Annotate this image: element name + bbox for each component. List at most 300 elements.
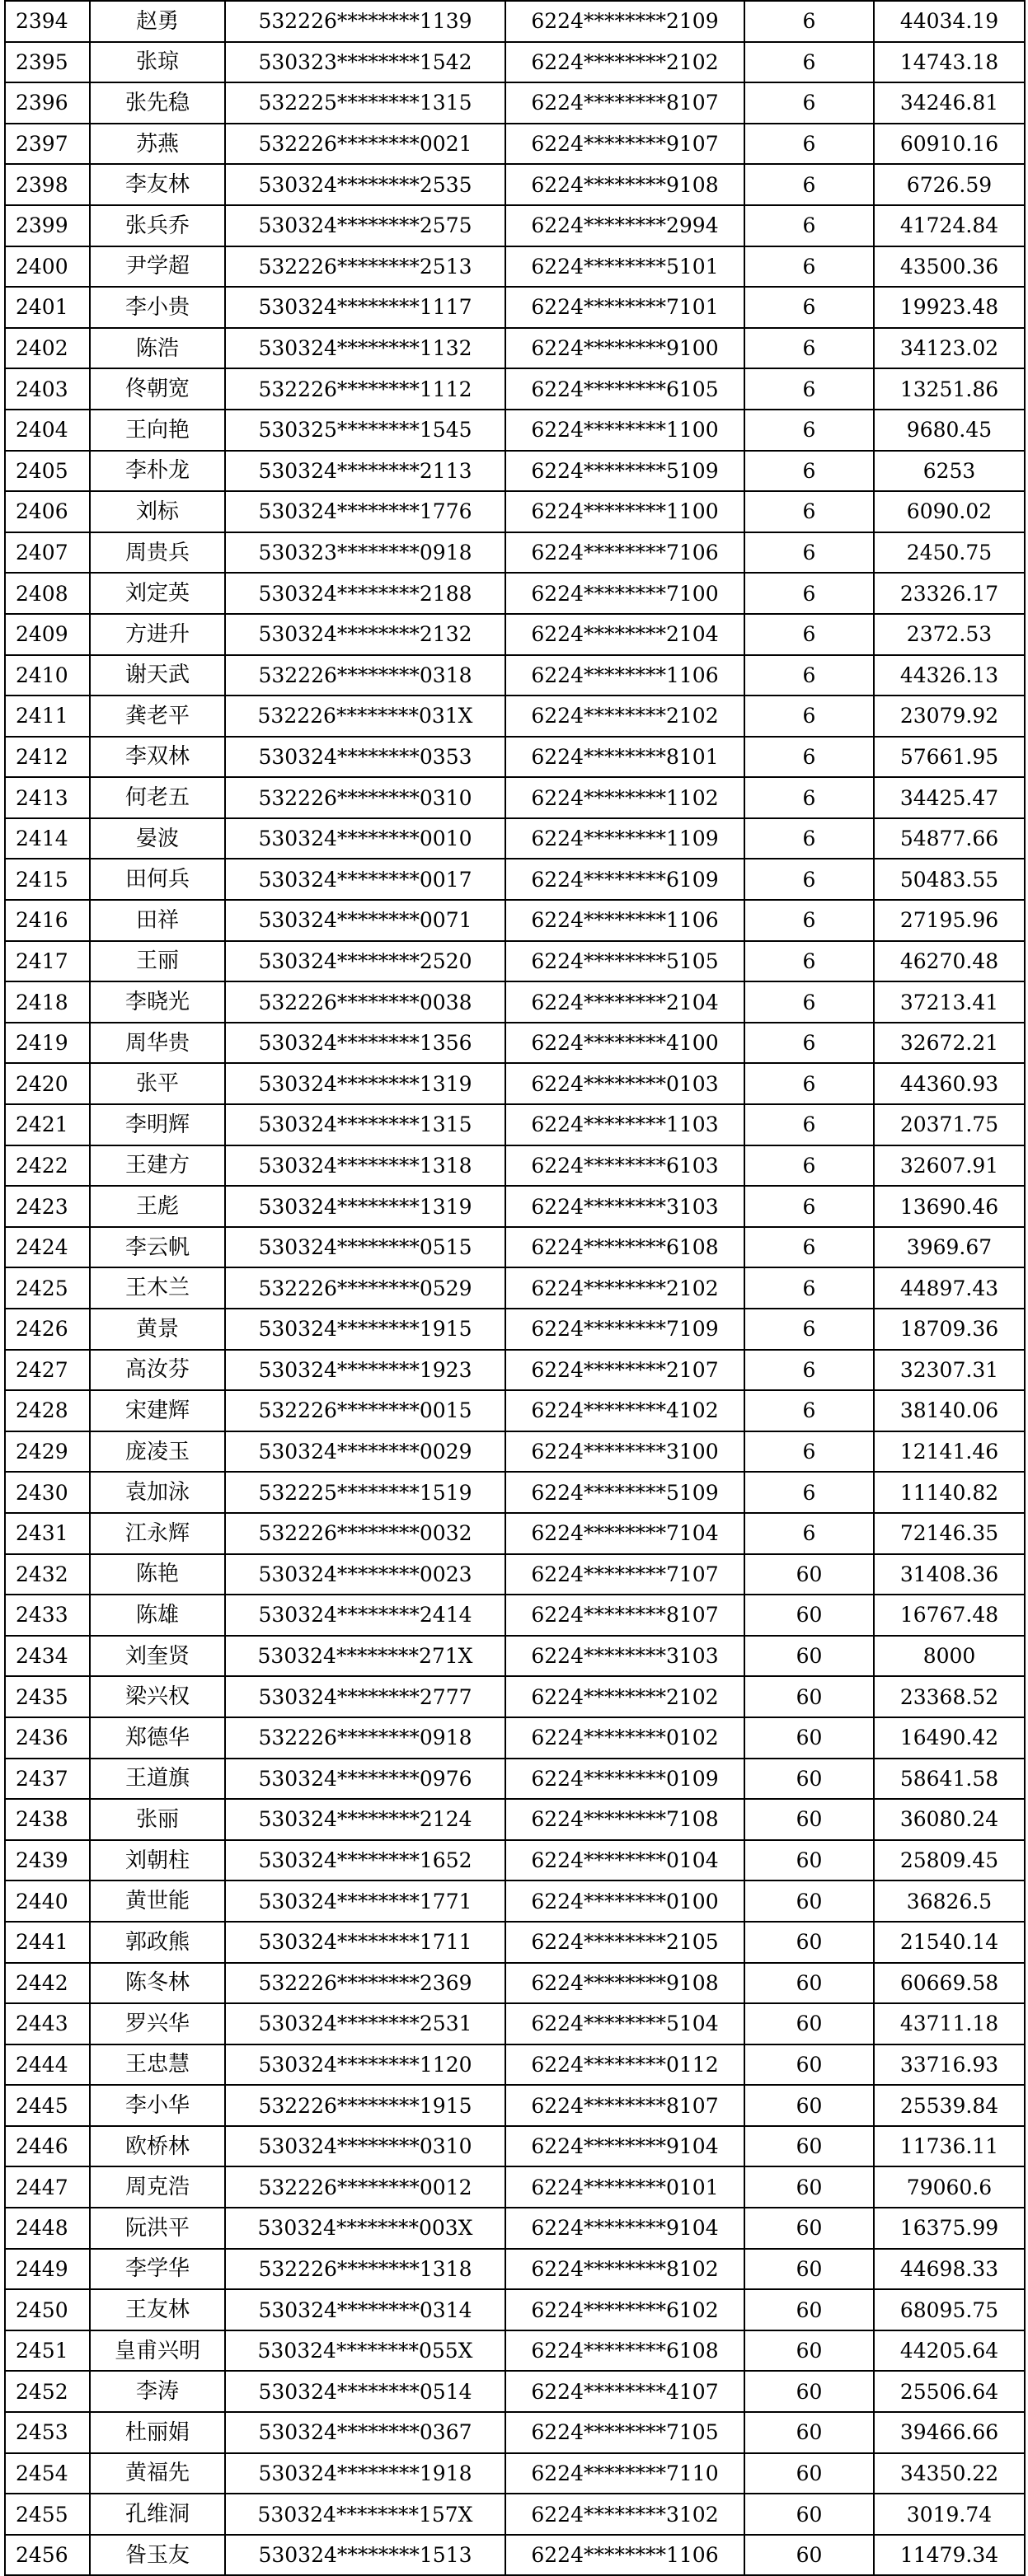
row-number-cell: 2396 <box>5 82 90 124</box>
count-cell: 60 <box>744 2126 874 2167</box>
amount-cell: 3969.67 <box>874 1227 1025 1268</box>
row-number-cell: 2429 <box>5 1431 90 1473</box>
count-cell: 6 <box>744 1104 874 1145</box>
row-number-cell: 2430 <box>5 1472 90 1513</box>
table-row <box>5 246 1025 288</box>
table-row <box>5 737 1025 778</box>
table-row <box>5 82 1025 124</box>
table-row <box>5 1023 1025 1064</box>
count-cell: 6 <box>744 410 874 451</box>
name-cell: 张平 <box>90 1063 225 1104</box>
row-number-cell: 2415 <box>5 859 90 900</box>
row-number-cell: 2454 <box>5 2453 90 2494</box>
amount-cell: 31408.36 <box>874 1554 1025 1595</box>
id-number-cell: 530324********0029 <box>225 1431 505 1473</box>
row-number-cell: 2452 <box>5 2371 90 2412</box>
amount-cell: 44897.43 <box>874 1267 1025 1309</box>
amount-cell: 33716.93 <box>874 2044 1025 2086</box>
name-cell: 昝玉友 <box>90 2535 225 2576</box>
id-number-cell: 530324********0071 <box>225 900 505 941</box>
card-number-cell: 6224********8107 <box>505 1595 744 1636</box>
row-number-cell: 2427 <box>5 1350 90 1391</box>
card-number-cell: 6224********1100 <box>505 491 744 532</box>
id-number-cell: 530324********0017 <box>225 859 505 900</box>
row-number-cell: 2410 <box>5 655 90 696</box>
row-number-cell: 2433 <box>5 1595 90 1636</box>
id-number-cell: 530324********003X <box>225 2208 505 2249</box>
name-cell: 张丽 <box>90 1799 225 1840</box>
count-cell: 60 <box>744 1759 874 1800</box>
amount-cell: 32672.21 <box>874 1023 1025 1064</box>
card-number-cell: 6224********2994 <box>505 205 744 246</box>
card-number-cell: 6224********2104 <box>505 981 744 1023</box>
card-number-cell: 6224********3100 <box>505 1431 744 1473</box>
row-number-cell: 2399 <box>5 205 90 246</box>
card-number-cell: 6224********8107 <box>505 82 744 124</box>
count-cell: 60 <box>744 1799 874 1840</box>
card-number-cell: 6224********1102 <box>505 777 744 818</box>
card-number-cell: 6224********5101 <box>505 246 744 288</box>
id-number-cell: 532226********1112 <box>225 368 505 410</box>
amount-cell: 19923.48 <box>874 287 1025 328</box>
row-number-cell: 2439 <box>5 1840 90 1881</box>
count-cell: 6 <box>744 164 874 205</box>
name-cell: 高汝芬 <box>90 1350 225 1391</box>
id-number-cell: 530324********1923 <box>225 1350 505 1391</box>
id-number-cell: 530324********1117 <box>225 287 505 328</box>
id-number-cell: 530324********2531 <box>225 2003 505 2044</box>
card-number-cell: 6224********8102 <box>505 2249 744 2290</box>
row-number-cell: 2409 <box>5 614 90 655</box>
card-number-cell: 6224********3103 <box>505 1636 744 1677</box>
card-number-cell: 6224********7105 <box>505 2412 744 2453</box>
id-number-cell: 530324********2520 <box>225 941 505 982</box>
table-row <box>5 451 1025 492</box>
name-cell: 王丽 <box>90 941 225 982</box>
count-cell: 60 <box>744 2535 874 2576</box>
id-number-cell: 532226********0032 <box>225 1513 505 1554</box>
card-number-cell: 6224********4102 <box>505 1390 744 1431</box>
card-number-cell: 6224********7107 <box>505 1554 744 1595</box>
count-cell: 60 <box>744 1963 874 2004</box>
id-number-cell: 530324********1132 <box>225 328 505 369</box>
row-number-cell: 2442 <box>5 1963 90 2004</box>
count-cell: 60 <box>744 1554 874 1595</box>
card-number-cell: 6224********5109 <box>505 1472 744 1513</box>
id-number-cell: 532226********2513 <box>225 246 505 288</box>
row-number-cell: 2419 <box>5 1023 90 1064</box>
count-cell: 60 <box>744 2371 874 2412</box>
amount-cell: 36826.5 <box>874 1880 1025 1922</box>
id-number-cell: 530324********0514 <box>225 2371 505 2412</box>
count-cell: 6 <box>744 1472 874 1513</box>
count-cell: 6 <box>744 1390 874 1431</box>
card-number-cell: 6224********1106 <box>505 2535 744 2576</box>
row-number-cell: 2437 <box>5 1759 90 1800</box>
table-row <box>5 859 1025 900</box>
id-number-cell: 530324********0023 <box>225 1554 505 1595</box>
count-cell: 6 <box>744 1350 874 1391</box>
amount-cell: 14743.18 <box>874 42 1025 83</box>
name-cell: 周华贵 <box>90 1023 225 1064</box>
id-number-cell: 530324********1356 <box>225 1023 505 1064</box>
row-number-cell: 2449 <box>5 2249 90 2290</box>
table-row <box>5 1472 1025 1513</box>
amount-cell: 3019.74 <box>874 2494 1025 2535</box>
table-row <box>5 573 1025 614</box>
card-number-cell: 6224********4107 <box>505 2371 744 2412</box>
id-number-cell: 530324********1513 <box>225 2535 505 2576</box>
id-number-cell: 530324********1319 <box>225 1186 505 1227</box>
count-cell: 6 <box>744 491 874 532</box>
table-row <box>5 777 1025 818</box>
table-row <box>5 164 1025 205</box>
card-number-cell: 6224********1106 <box>505 655 744 696</box>
id-number-cell: 530324********2414 <box>225 1595 505 1636</box>
amount-cell: 58641.58 <box>874 1759 1025 1800</box>
count-cell: 60 <box>744 2494 874 2535</box>
id-number-cell: 530324********1915 <box>225 1309 505 1350</box>
id-number-cell: 532225********1519 <box>225 1472 505 1513</box>
row-number-cell: 2446 <box>5 2126 90 2167</box>
name-cell: 陈冬林 <box>90 1963 225 2004</box>
name-cell: 郭政熊 <box>90 1922 225 1963</box>
table-row <box>5 1676 1025 1717</box>
count-cell: 6 <box>744 205 874 246</box>
table-row <box>5 1145 1025 1187</box>
count-cell: 6 <box>744 900 874 941</box>
row-number-cell: 2432 <box>5 1554 90 1595</box>
name-cell: 王忠慧 <box>90 2044 225 2086</box>
name-cell: 孔维洞 <box>90 2494 225 2535</box>
amount-cell: 21540.14 <box>874 1922 1025 1963</box>
count-cell: 6 <box>744 1186 874 1227</box>
amount-cell: 8000 <box>874 1636 1025 1677</box>
name-cell: 刘标 <box>90 491 225 532</box>
id-number-cell: 532226********1318 <box>225 2249 505 2290</box>
card-number-cell: 6224********7100 <box>505 573 744 614</box>
count-cell: 6 <box>744 1227 874 1268</box>
row-number-cell: 2453 <box>5 2412 90 2453</box>
table-row <box>5 941 1025 982</box>
id-number-cell: 532226********1139 <box>225 1 505 42</box>
card-number-cell: 6224********7106 <box>505 532 744 574</box>
table-row <box>5 1759 1025 1800</box>
id-number-cell: 530324********2535 <box>225 164 505 205</box>
amount-cell: 41724.84 <box>874 205 1025 246</box>
card-number-cell: 6224********7109 <box>505 1309 744 1350</box>
card-number-cell: 6224********9100 <box>505 328 744 369</box>
table-row <box>5 1350 1025 1391</box>
amount-cell: 43500.36 <box>874 246 1025 288</box>
count-cell: 6 <box>744 1267 874 1309</box>
id-number-cell: 530324********1776 <box>225 491 505 532</box>
amount-cell: 12141.46 <box>874 1431 1025 1473</box>
card-number-cell: 6224********5105 <box>505 941 744 982</box>
amount-cell: 16767.48 <box>874 1595 1025 1636</box>
row-number-cell: 2443 <box>5 2003 90 2044</box>
count-cell: 60 <box>744 2208 874 2249</box>
card-number-cell: 6224********8107 <box>505 2085 744 2126</box>
id-number-cell: 532226********0012 <box>225 2166 505 2208</box>
amount-cell: 2450.75 <box>874 532 1025 574</box>
id-number-cell: 532226********0918 <box>225 1717 505 1759</box>
card-number-cell: 6224********0101 <box>505 2166 744 2208</box>
card-number-cell: 6224********1100 <box>505 410 744 451</box>
table-row <box>5 2330 1025 2372</box>
table-row <box>5 2044 1025 2086</box>
amount-cell: 23368.52 <box>874 1676 1025 1717</box>
name-cell: 方进升 <box>90 614 225 655</box>
count-cell: 60 <box>744 2085 874 2126</box>
table-row <box>5 2208 1025 2249</box>
name-cell: 刘朝柱 <box>90 1840 225 1881</box>
amount-cell: 23326.17 <box>874 573 1025 614</box>
amount-cell: 44205.64 <box>874 2330 1025 2372</box>
table-row <box>5 2166 1025 2208</box>
table-row <box>5 2249 1025 2290</box>
id-number-cell: 530324********1918 <box>225 2453 505 2494</box>
name-cell: 刘奎贤 <box>90 1636 225 1677</box>
row-number-cell: 2451 <box>5 2330 90 2372</box>
row-number-cell: 2434 <box>5 1636 90 1677</box>
card-number-cell: 6224********6109 <box>505 859 744 900</box>
amount-cell: 2372.53 <box>874 614 1025 655</box>
row-number-cell: 2438 <box>5 1799 90 1840</box>
card-number-cell: 6224********3102 <box>505 2494 744 2535</box>
id-number-cell: 530324********0314 <box>225 2289 505 2330</box>
row-number-cell: 2436 <box>5 1717 90 1759</box>
count-cell: 60 <box>744 1595 874 1636</box>
count-cell: 60 <box>744 2166 874 2208</box>
card-number-cell: 6224********2102 <box>505 696 744 737</box>
id-number-cell: 530324********1711 <box>225 1922 505 1963</box>
count-cell: 6 <box>744 42 874 83</box>
card-number-cell: 6224********2102 <box>505 1676 744 1717</box>
count-cell: 6 <box>744 1063 874 1104</box>
amount-cell: 79060.6 <box>874 2166 1025 2208</box>
amount-cell: 34425.47 <box>874 777 1025 818</box>
amount-cell: 34350.22 <box>874 2453 1025 2494</box>
count-cell: 6 <box>744 941 874 982</box>
id-number-cell: 530324********1120 <box>225 2044 505 2086</box>
amount-cell: 11479.34 <box>874 2535 1025 2576</box>
name-cell: 尹学超 <box>90 246 225 288</box>
row-number-cell: 2422 <box>5 1145 90 1187</box>
table-row <box>5 532 1025 574</box>
table-row <box>5 2085 1025 2126</box>
amount-cell: 6253 <box>874 451 1025 492</box>
count-cell: 60 <box>744 1717 874 1759</box>
count-cell: 6 <box>744 737 874 778</box>
id-number-cell: 532226********0015 <box>225 1390 505 1431</box>
row-number-cell: 2428 <box>5 1390 90 1431</box>
row-number-cell: 2404 <box>5 410 90 451</box>
count-cell: 60 <box>744 1840 874 1881</box>
card-number-cell: 6224********0102 <box>505 1717 744 1759</box>
card-number-cell: 6224********1109 <box>505 818 744 859</box>
table-row <box>5 1880 1025 1922</box>
row-number-cell: 2441 <box>5 1922 90 1963</box>
id-number-cell: 530324********1319 <box>225 1063 505 1104</box>
name-cell: 李小贵 <box>90 287 225 328</box>
count-cell: 6 <box>744 1513 874 1554</box>
count-cell: 6 <box>744 818 874 859</box>
card-number-cell: 6224********6108 <box>505 2330 744 2372</box>
name-cell: 李学华 <box>90 2249 225 2290</box>
name-cell: 李双林 <box>90 737 225 778</box>
table-row <box>5 1063 1025 1104</box>
table-row <box>5 42 1025 83</box>
card-number-cell: 6224********7104 <box>505 1513 744 1554</box>
table-row <box>5 1963 1025 2004</box>
amount-cell: 57661.95 <box>874 737 1025 778</box>
table-row <box>5 981 1025 1023</box>
table-row <box>5 696 1025 737</box>
amount-cell: 11736.11 <box>874 2126 1025 2167</box>
name-cell: 黄景 <box>90 1309 225 1350</box>
id-number-cell: 530324********2124 <box>225 1799 505 1840</box>
table-row <box>5 1595 1025 1636</box>
count-cell: 6 <box>744 1 874 42</box>
id-number-cell: 530324********055X <box>225 2330 505 2372</box>
count-cell: 60 <box>744 1922 874 1963</box>
amount-cell: 16490.42 <box>874 1717 1025 1759</box>
table-row <box>5 1799 1025 1840</box>
table-row <box>5 1267 1025 1309</box>
row-number-cell: 2444 <box>5 2044 90 2086</box>
name-cell: 刘定英 <box>90 573 225 614</box>
id-number-cell: 530324********0010 <box>225 818 505 859</box>
name-cell: 王建方 <box>90 1145 225 1187</box>
id-number-cell: 530324********0353 <box>225 737 505 778</box>
row-number-cell: 2402 <box>5 328 90 369</box>
card-number-cell: 6224********6108 <box>505 1227 744 1268</box>
amount-cell: 25539.84 <box>874 2085 1025 2126</box>
row-number-cell: 2435 <box>5 1676 90 1717</box>
row-number-cell: 2408 <box>5 573 90 614</box>
amount-cell: 44034.19 <box>874 1 1025 42</box>
name-cell: 李云帆 <box>90 1227 225 1268</box>
name-cell: 黄世能 <box>90 1880 225 1922</box>
row-number-cell: 2448 <box>5 2208 90 2249</box>
name-cell: 周贵兵 <box>90 532 225 574</box>
id-number-cell: 532226********2369 <box>225 1963 505 2004</box>
count-cell: 60 <box>744 2412 874 2453</box>
row-number-cell: 2421 <box>5 1104 90 1145</box>
name-cell: 阮洪平 <box>90 2208 225 2249</box>
card-number-cell: 6224********7101 <box>505 287 744 328</box>
card-number-cell: 6224********0104 <box>505 1840 744 1881</box>
count-cell: 6 <box>744 124 874 165</box>
table-row <box>5 1840 1025 1881</box>
table-row <box>5 1104 1025 1145</box>
id-number-cell: 532225********1315 <box>225 82 505 124</box>
name-cell: 谢天武 <box>90 655 225 696</box>
name-cell: 梁兴权 <box>90 1676 225 1717</box>
name-cell: 黄福先 <box>90 2453 225 2494</box>
id-number-cell: 532226********0529 <box>225 1267 505 1309</box>
row-number-cell: 2414 <box>5 818 90 859</box>
name-cell: 张兵乔 <box>90 205 225 246</box>
id-number-cell: 530324********1652 <box>225 1840 505 1881</box>
amount-cell: 25506.64 <box>874 2371 1025 2412</box>
count-cell: 6 <box>744 328 874 369</box>
row-number-cell: 2440 <box>5 1880 90 1922</box>
amount-cell: 60669.58 <box>874 1963 1025 2004</box>
row-number-cell: 2405 <box>5 451 90 492</box>
card-number-cell: 6224********7110 <box>505 2453 744 2494</box>
table-row <box>5 2535 1025 2576</box>
name-cell: 袁加泳 <box>90 1472 225 1513</box>
id-number-cell: 530324********2188 <box>225 573 505 614</box>
row-number-cell: 2445 <box>5 2085 90 2126</box>
table-row <box>5 2412 1025 2453</box>
amount-cell: 39466.66 <box>874 2412 1025 2453</box>
name-cell: 张先稳 <box>90 82 225 124</box>
name-cell: 陈艳 <box>90 1554 225 1595</box>
count-cell: 60 <box>744 2453 874 2494</box>
amount-cell: 43711.18 <box>874 2003 1025 2044</box>
id-number-cell: 530324********1771 <box>225 1880 505 1922</box>
row-number-cell: 2401 <box>5 287 90 328</box>
card-number-cell: 6224********9104 <box>505 2126 744 2167</box>
row-number-cell: 2403 <box>5 368 90 410</box>
count-cell: 6 <box>744 1023 874 1064</box>
name-cell: 苏燕 <box>90 124 225 165</box>
id-number-cell: 530324********157X <box>225 2494 505 2535</box>
row-number-cell: 2425 <box>5 1267 90 1309</box>
card-number-cell: 6224********5104 <box>505 2003 744 2044</box>
card-number-cell: 6224********0100 <box>505 1880 744 1922</box>
count-cell: 6 <box>744 1145 874 1187</box>
row-number-cell: 2455 <box>5 2494 90 2535</box>
amount-cell: 44698.33 <box>874 2249 1025 2290</box>
card-number-cell: 6224********2107 <box>505 1350 744 1391</box>
count-cell: 6 <box>744 1431 874 1473</box>
row-number-cell: 2411 <box>5 696 90 737</box>
card-number-cell: 6224********9108 <box>505 1963 744 2004</box>
card-number-cell: 6224********9104 <box>505 2208 744 2249</box>
amount-cell: 34123.02 <box>874 328 1025 369</box>
amount-cell: 72146.35 <box>874 1513 1025 1554</box>
amount-cell: 23079.92 <box>874 696 1025 737</box>
table-row <box>5 287 1025 328</box>
amount-cell: 13690.46 <box>874 1186 1025 1227</box>
row-number-cell: 2412 <box>5 737 90 778</box>
row-number-cell: 2431 <box>5 1513 90 1554</box>
name-cell: 佟朝宽 <box>90 368 225 410</box>
count-cell: 60 <box>744 2330 874 2372</box>
name-cell: 张琼 <box>90 42 225 83</box>
id-number-cell: 532226********0310 <box>225 777 505 818</box>
name-cell: 王友林 <box>90 2289 225 2330</box>
row-number-cell: 2406 <box>5 491 90 532</box>
row-number-cell: 2420 <box>5 1063 90 1104</box>
table-row <box>5 1554 1025 1595</box>
amount-cell: 9680.45 <box>874 410 1025 451</box>
amount-cell: 32607.91 <box>874 1145 1025 1187</box>
name-cell: 赵勇 <box>90 1 225 42</box>
amount-cell: 68095.75 <box>874 2289 1025 2330</box>
count-cell: 6 <box>744 368 874 410</box>
card-number-cell: 6224********0112 <box>505 2044 744 2086</box>
table-row <box>5 2453 1025 2494</box>
count-cell: 6 <box>744 655 874 696</box>
name-cell: 李小华 <box>90 2085 225 2126</box>
id-number-cell: 530323********1542 <box>225 42 505 83</box>
amount-cell: 6090.02 <box>874 491 1025 532</box>
